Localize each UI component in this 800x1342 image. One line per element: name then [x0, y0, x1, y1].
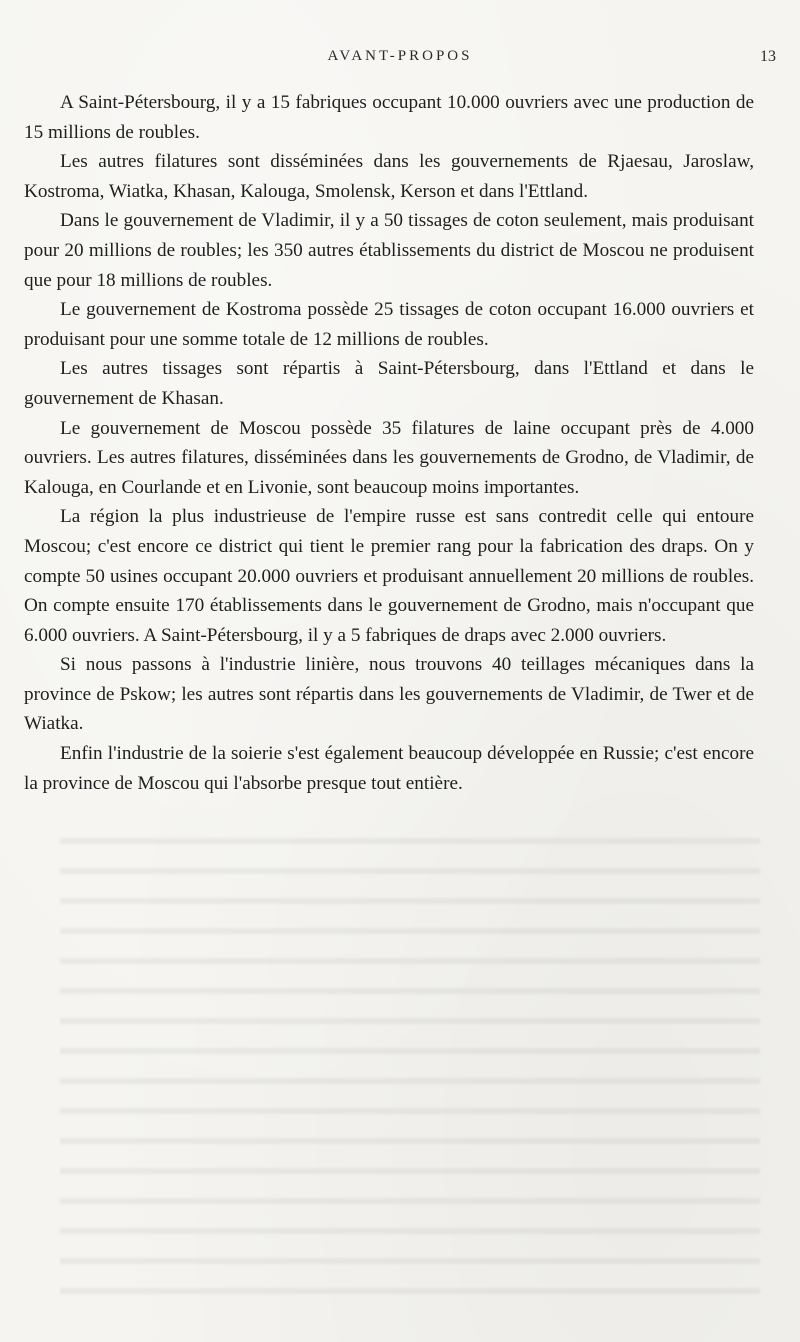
paragraph: Dans le gouvernement de Vladimir, il y a 50 tissages de coton seulement, mais produisant pour 20 millions de roubles; les 350 autres établissements du district de Moscou ne produisent que pour 18 millions de roubles. [24, 210, 754, 291]
paragraph: Les autres tissages sont répartis à Saint-Pétersbourg, dans l'Ettland et dans le gouvernement de Khasan. [24, 358, 754, 409]
paragraph: Le gouvernement de Kostroma possède 25 tissages de coton occupant 16.000 ouvriers et produisant pour une somme totale de 12 millions de roubles. [24, 299, 754, 350]
paragraph: La région la plus industrieuse de l'empire russe est sans contredit celle qui entoure Moscou; c'est encore ce district qui tient le premier rang pour la fabrication des draps. On y compte 50 usines occupant 20.000 ouvriers et produisant annuellement 20 millions de roubles. On compte ensuite 170 établissements dans le gouvernement de Grodno, mais n'occupant que 6.000 ouvriers. A Saint-Pétersbourg, il y a 5 fabriques de draps avec 2.000 ouvriers. [24, 506, 754, 646]
paragraph: Enfin l'industrie de la soierie s'est également beaucoup développée en Russie; c'est encore la province de Moscou qui l'absorbe presque tout entière. [24, 743, 754, 794]
page-header [0, 48, 800, 72]
paragraph: Le gouvernement de Moscou possède 35 filatures de laine occupant près de 4.000 ouvriers. Les autres filatures, disséminées dans les gouvernements de Grodno, de Vladimir, de Kalouga, en Courlande et en Livonie, sont beaucoup moins importantes. [24, 417, 754, 498]
paragraph: A Saint-Pétersbourg, il y a 15 fabriques occupant 10.000 ouvriers avec une production de 15 millions de roubles. [24, 92, 754, 143]
reverse-side-show-through [60, 820, 760, 1300]
running-head: AVANT-PROPOS [327, 48, 473, 64]
body-text [24, 88, 754, 798]
page-number: 13 [760, 48, 776, 65]
paragraph: Si nous passons à l'industrie linière, nous trouvons 40 teillages mécaniques dans la province de Pskow; les autres sont répartis dans les gouvernements de Vladimir, de Twer et de Wiatka. [24, 654, 754, 735]
paragraph: Les autres filatures sont disséminées dans les gouvernements de Rjaesau, Jaroslaw, Kostroma, Wiatka, Khasan, Kalouga, Smolensk, Kerson et dans l'Ettland. [24, 151, 754, 202]
